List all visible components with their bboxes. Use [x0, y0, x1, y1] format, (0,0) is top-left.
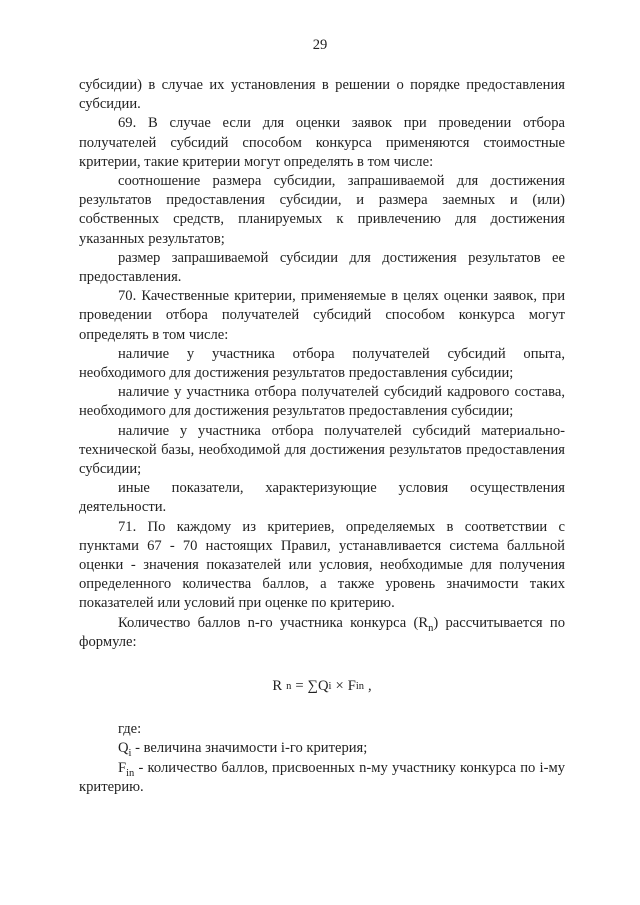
- definition-q-text: - величина значимости i-го критерия;: [131, 740, 368, 757]
- page-number: 29: [312, 37, 328, 53]
- definition-f: [79, 759, 565, 797]
- count-sentence: [79, 614, 565, 652]
- paragraph-70: 70. Качественные критерии, применяемые в целях оценки заявок, при проведении отбора получателей субсидий способом конкурса могут определять в том числе:: [79, 288, 565, 343]
- count-sentence-sub: n: [428, 622, 434, 634]
- definition-f-sub: in: [126, 767, 135, 779]
- definition-q-sub: i: [128, 748, 132, 760]
- formula-times: ×: [335, 678, 344, 695]
- formula-q: Q: [317, 678, 329, 695]
- paragraph: субсидии) в случае их установления в решении о порядке предоставления субсидии.: [79, 77, 565, 113]
- paragraph: размер запрашиваемой субсидии для достижения результатов ее предоставления.: [79, 249, 565, 286]
- paragraph: иные показатели, характеризующие условия осуществления деятельности.: [79, 480, 565, 516]
- where-label: где:: [118, 721, 142, 738]
- definition-f-text: - количество баллов, присвоенных n-му участнику конкурса по i-му критерию.: [79, 759, 565, 795]
- paragraph: наличие у участника отбора получателей субсидий материально-технической базы, необходимой для достижения результатов предоставления субсидии;: [79, 422, 565, 478]
- paragraph: соотношение размера субсидии, запрашиваемой для достижения результатов предоставления субсидии, и размера заемных и (или) собственных средств, планируемых к привлечению для достижения указанных результатов;: [79, 173, 565, 247]
- count-sentence-before: Количество баллов n-го участника конкурса (R: [118, 614, 429, 631]
- formula-sum-icon: ∑: [307, 678, 318, 695]
- paragraph-69: 69. В случае если для оценки заявок при проведении отбора получателей субсидий способом конкурса применяются стоимостные критерии, такие критерии могут определять в том числе:: [79, 115, 565, 170]
- formula-f: F: [347, 678, 356, 695]
- definition-f-symbol: F: [118, 759, 127, 776]
- paragraph: наличие у участника отбора получателей субсидий опыта, необходимого для достижения результатов предоставления субсидии;: [79, 345, 565, 382]
- definition-q-symbol: Q: [118, 740, 129, 757]
- count-sentence-after: ) рассчитывается по формуле:: [79, 614, 565, 650]
- body-text: [79, 76, 565, 797]
- formula-tail: ,: [367, 678, 372, 695]
- formula-r: R: [272, 678, 283, 695]
- paragraph: наличие у участника отбора получателей субсидий кадрового состава, необходимого для достижения результатов предоставления субсидии;: [79, 384, 565, 420]
- formula: R n = ∑ Q i × F in ,: [79, 667, 565, 707]
- definition-q: [79, 739, 565, 758]
- formula-equals: =: [295, 678, 304, 695]
- paragraph-71: 71. По каждому из критериев, определяемых в соответствии с пунктами 67 - 70 настоящих Правил, устанавливается система балльной оценки - значения показателей или условия, необходимые для получения определенного количества баллов, а также уровень значимости таких показателей или условий при оценке по критерию.: [79, 518, 565, 612]
